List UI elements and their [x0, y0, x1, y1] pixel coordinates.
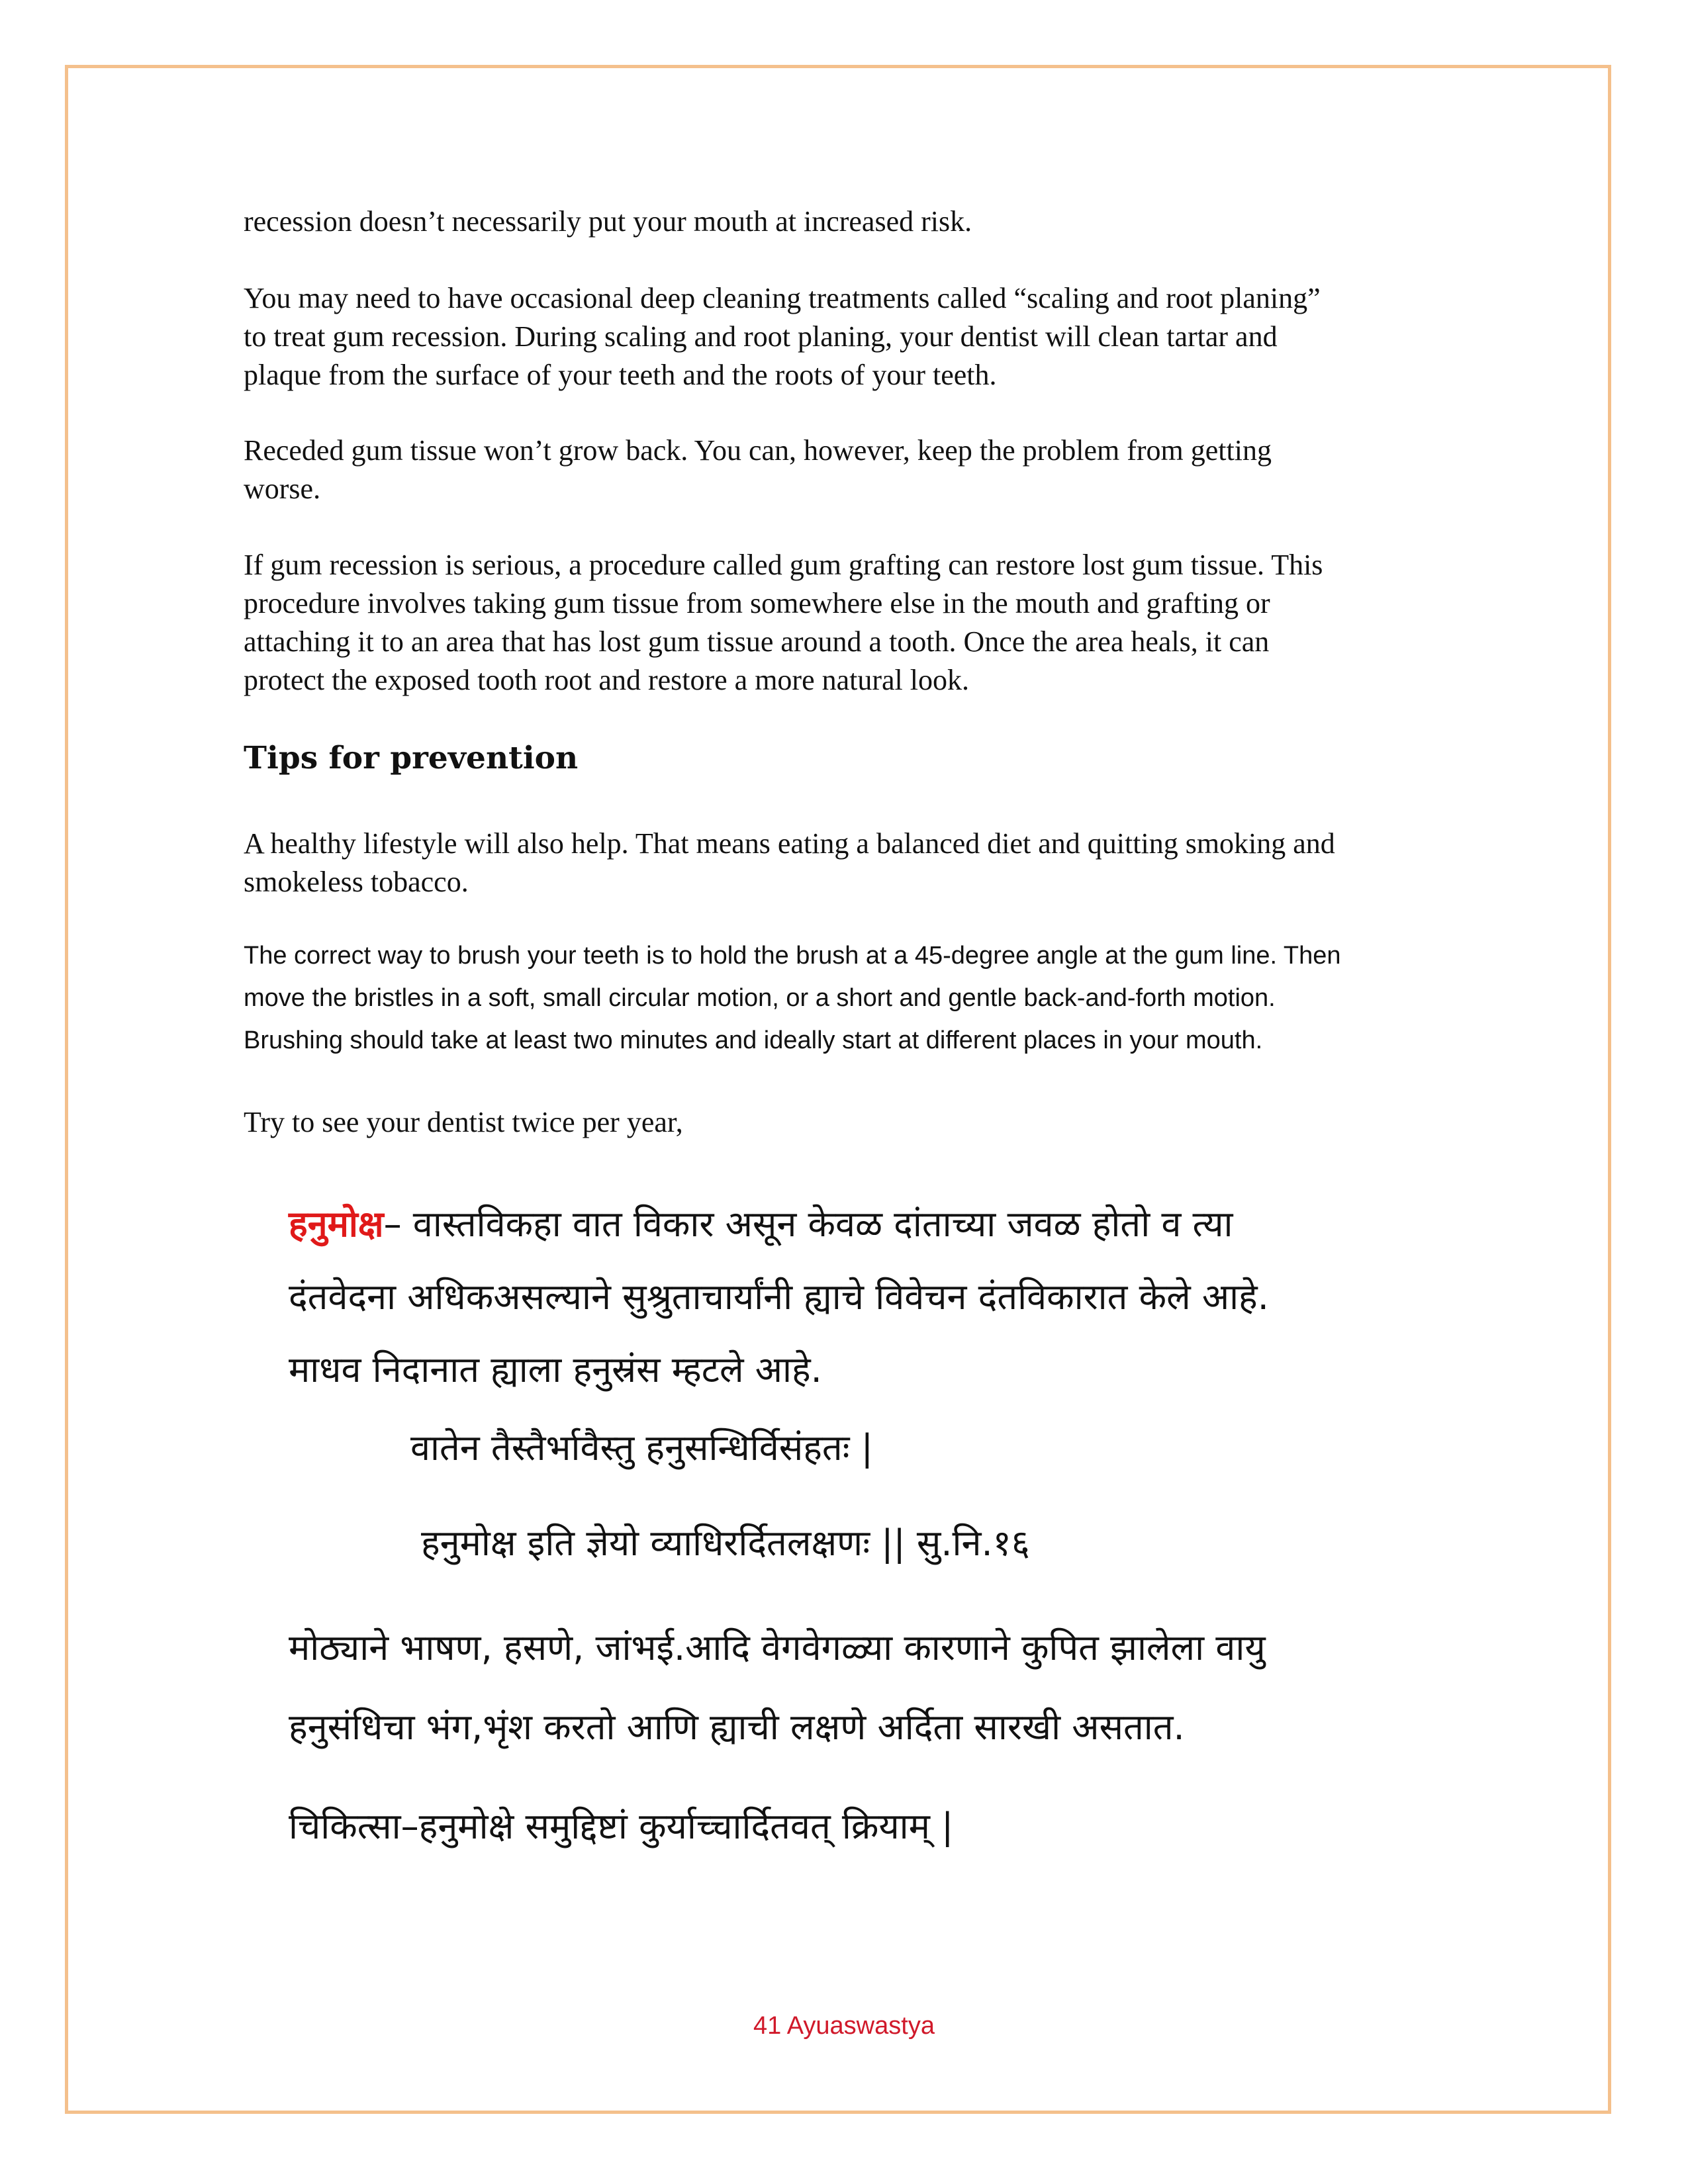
marathi-line: चिकित्सा–हनुमोक्षे समुद्दिष्टां कुर्याच्चार्दितवत् क्रियाम् |: [289, 1805, 954, 1847]
verse-line: हनुमोक्ष इति ज्ञेयो व्याधिरर्दितलक्षणः || सु.नि.१६: [421, 1522, 1030, 1564]
text-line: worse.: [244, 473, 321, 505]
marathi-line: दंतवेदना अधिकअसल्याने सुश्रुताचार्यांनी ह्याचे विवेचन दंतविकारात केले आहे.: [289, 1276, 1269, 1318]
text-line: Try to see your dentist twice per year,: [244, 1106, 683, 1138]
term-hanumoksha: हनुमोक्ष: [289, 1203, 384, 1245]
marathi-line: माधव निदानात ह्याला हनुस्रंस म्हटले आहे.: [289, 1349, 822, 1390]
text-line: If gum recession is serious, a procedure called gum grafting can restore lost gum tissue. This: [244, 549, 1323, 581]
sanskrit-verse-2: [421, 1517, 1030, 1570]
text-line: attaching it to an area that has lost gum tissue around a tooth. Once the area heals, it can: [244, 625, 1270, 658]
marathi-paragraph-causes: [289, 1608, 1507, 1767]
page-footer: 41 Ayuaswastya: [753, 2012, 935, 2040]
text-line: move the bristles in a soft, small circular motion, or a short and gentle back-and-forth motion.: [244, 984, 1276, 1012]
paragraph-brushing-technique: [244, 934, 1501, 1062]
paragraph-gum-grafting: [244, 546, 1501, 700]
text-line: to treat gum recession. During scaling and root planing, your dentist will clean tartar and: [244, 320, 1278, 353]
marathi-line: हनुसंधिचा भंग,भृंश करतो आणि ह्याची लक्षणे अर्दिता सारखी असतात.: [289, 1706, 1185, 1748]
text-line: procedure involves taking gum tissue from somewhere else in the mouth and grafting or: [244, 587, 1270, 619]
marathi-line-rest: – वास्तविकहा वात विकार असून केवळ दांताच्या जवळ होतो व त्या: [383, 1203, 1233, 1245]
text-line: smokeless tobacco.: [244, 866, 469, 898]
marathi-treatment: [289, 1794, 953, 1860]
sanskrit-verse-1: [410, 1422, 873, 1475]
text-line: A healthy lifestyle will also help. That means eating a balanced diet and quitting smoking and: [244, 827, 1335, 860]
marathi-line: [289, 1188, 1507, 1261]
paragraph-scaling-root-planing: [244, 279, 1501, 394]
text-line: Brushing should take at least two minutes and ideally start at different places in your mouth.: [244, 1026, 1263, 1054]
marathi-paragraph-hanumoksha: [289, 1188, 1507, 1406]
text-line: plaque from the surface of your teeth and the roots of your teeth.: [244, 359, 997, 391]
paragraph-recession-risk: [244, 203, 1501, 241]
text-line: protect the exposed tooth root and restore a more natural look.: [244, 664, 969, 696]
text-line: Receded gum tissue won’t grow back. You can, however, keep the problem from getting: [244, 434, 1272, 467]
paragraph-receded-gum: [244, 432, 1501, 508]
marathi-line: मोठ्याने भाषण, हसणे, जांभई.आदि वेगवेगळ्या कारणाने कुपित झालेला वायु: [289, 1627, 1266, 1668]
text-line: You may need to have occasional deep cleaning treatments called “scaling and root planing”: [244, 282, 1321, 314]
verse-line: वातेन तैस्तैर्भावैस्तु हनुसन्धिर्विसंहतः |: [410, 1427, 873, 1469]
section-heading: Tips for prevention: [244, 740, 579, 776]
text-line: The correct way to brush your teeth is to hold the brush at a 45-degree angle at the gum line. Then: [244, 942, 1341, 970]
paragraph-healthy-lifestyle: [244, 825, 1501, 901]
text-line: recession doesn’t necessarily put your mouth at increased risk.: [244, 205, 972, 238]
paragraph-dentist-visit: [244, 1103, 1501, 1142]
section-heading-container: [244, 739, 1501, 778]
